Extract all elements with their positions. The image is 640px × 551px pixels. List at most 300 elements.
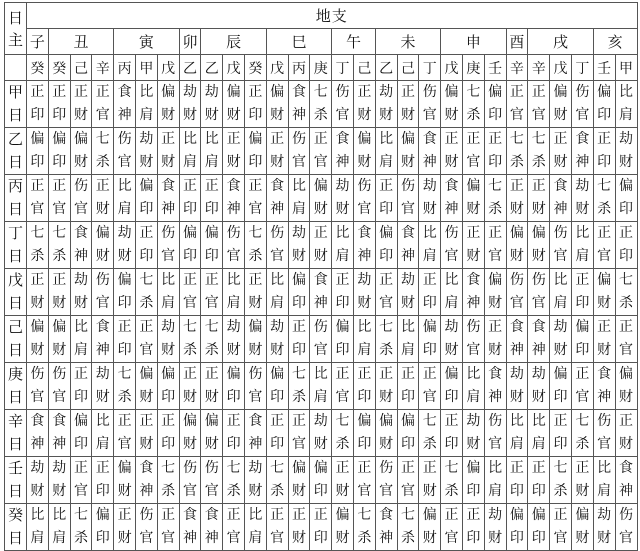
- ten-god-cell: [114, 81, 136, 128]
- ten-god-char: 财: [30, 342, 45, 358]
- ten-god-char: 官: [161, 248, 176, 264]
- ten-god-char: 食: [575, 131, 590, 147]
- day-char: 辛: [7, 412, 23, 430]
- ten-god-cell: [179, 128, 201, 175]
- ten-god-char: 七: [139, 272, 154, 288]
- ten-god-cell: [244, 222, 266, 269]
- ten-god-char: 正: [357, 460, 372, 476]
- ten-god-char: 肩: [444, 295, 459, 311]
- ten-god-char: 食: [335, 131, 350, 147]
- ten-god-char: 偏: [422, 319, 437, 335]
- ten-god-char: 正: [95, 460, 110, 476]
- hidden-stem-cell: 庚: [462, 55, 484, 81]
- ten-god-cell: [419, 128, 441, 175]
- ten-god-cell: [462, 363, 484, 410]
- ten-god-char: 伤: [575, 84, 590, 100]
- ten-god-char: 官: [117, 436, 132, 452]
- ten-god-cell: [135, 175, 157, 222]
- ten-god-char: 印: [139, 201, 154, 217]
- ten-god-cell: [114, 363, 136, 410]
- ten-god-char: 伤: [226, 225, 241, 241]
- ten-god-cell: [157, 81, 179, 128]
- ten-god-char: 偏: [509, 225, 524, 241]
- ten-god-char: 印: [575, 342, 590, 358]
- day-char: 庚: [7, 365, 23, 383]
- ten-god-char: 偏: [204, 413, 219, 429]
- ten-god-char: 肩: [204, 154, 219, 170]
- ten-god-char: 官: [357, 201, 372, 217]
- ten-god-cell: [266, 269, 288, 316]
- hidden-stem-cell: 丙: [114, 55, 136, 81]
- ten-god-char: 杀: [30, 248, 45, 264]
- ten-god-char: 财: [379, 389, 394, 405]
- table-row: [5, 175, 638, 222]
- ten-god-char: 官: [117, 154, 132, 170]
- ten-god-char: 偏: [400, 131, 415, 147]
- ten-god-cell: [332, 363, 354, 410]
- ten-god-cell: [332, 175, 354, 222]
- ten-god-char: 财: [291, 248, 306, 264]
- ten-god-char: 劫: [291, 225, 306, 241]
- ten-god-char: 财: [531, 248, 546, 264]
- ten-god-char: 偏: [466, 460, 481, 476]
- ten-god-char: 正: [335, 460, 350, 476]
- ten-god-char: 劫: [73, 272, 88, 288]
- ten-god-cell: [27, 457, 49, 504]
- ten-god-cell: [70, 222, 92, 269]
- ten-god-char: 七: [488, 178, 503, 194]
- ten-god-cell: [157, 175, 179, 222]
- ten-god-char: 财: [270, 107, 285, 123]
- ten-god-cell: [201, 363, 223, 410]
- ten-god-char: 正: [335, 272, 350, 288]
- ten-god-char: 印: [619, 201, 634, 217]
- ten-god-cell: [353, 269, 375, 316]
- ten-god-cell: [419, 410, 441, 457]
- ten-god-cell: [288, 81, 310, 128]
- ten-god-cell: [201, 81, 223, 128]
- ten-god-char: 偏: [73, 413, 88, 429]
- ten-god-cell: [70, 316, 92, 363]
- ten-god-char: 官: [509, 107, 524, 123]
- corner-char: 主: [7, 30, 23, 49]
- ten-god-char: 财: [52, 295, 67, 311]
- ten-god-cell: [114, 222, 136, 269]
- table-row: [5, 128, 638, 175]
- ten-god-cell: [179, 81, 201, 128]
- ten-god-char: 食: [95, 319, 110, 335]
- ten-god-cell: [223, 81, 245, 128]
- ten-god-char: 伤: [95, 272, 110, 288]
- ten-god-char: 印: [52, 154, 67, 170]
- ten-god-char: 印: [531, 530, 546, 546]
- ten-god-cell: [92, 316, 114, 363]
- ten-god-char: 官: [357, 483, 372, 499]
- ten-god-cell: [332, 269, 354, 316]
- ten-god-cell: [441, 363, 463, 410]
- ten-god-char: 偏: [444, 84, 459, 100]
- ten-god-char: 食: [488, 366, 503, 382]
- ten-god-char: 劫: [553, 319, 568, 335]
- ten-god-cell: [615, 81, 637, 128]
- ten-god-char: 偏: [226, 366, 241, 382]
- ten-god-char: 财: [95, 201, 110, 217]
- ten-god-char: 财: [182, 436, 197, 452]
- ten-god-char: 偏: [139, 178, 154, 194]
- ten-god-char: 偏: [597, 272, 612, 288]
- day-master-cell: [5, 128, 27, 175]
- ten-god-char: 比: [291, 178, 306, 194]
- ten-god-char: 正: [400, 366, 415, 382]
- day-char: 日: [7, 341, 23, 359]
- ten-god-char: 劫: [139, 131, 154, 147]
- ten-god-char: 正: [313, 131, 328, 147]
- ten-god-char: 比: [73, 319, 88, 335]
- ten-god-char: 杀: [553, 483, 568, 499]
- ten-god-char: 官: [509, 295, 524, 311]
- ten-god-char: 杀: [379, 342, 394, 358]
- ten-god-char: 印: [597, 107, 612, 123]
- ten-god-cell: [27, 316, 49, 363]
- table-row: [5, 363, 638, 410]
- ten-god-char: 七: [161, 460, 176, 476]
- branch-header: 辰: [201, 29, 266, 55]
- ten-god-cell: [135, 504, 157, 551]
- ten-god-cell: [419, 363, 441, 410]
- ten-god-cell: [353, 222, 375, 269]
- ten-god-char: 杀: [139, 295, 154, 311]
- ten-god-cell: [266, 410, 288, 457]
- ten-god-cell: [484, 128, 506, 175]
- ten-god-cell: [506, 81, 528, 128]
- ten-god-char: 肩: [226, 295, 241, 311]
- ten-god-char: 杀: [444, 483, 459, 499]
- ten-god-cell: [528, 457, 550, 504]
- ten-god-char: 食: [357, 225, 372, 241]
- ten-god-char: 财: [575, 201, 590, 217]
- ten-god-cell: [223, 316, 245, 363]
- ten-god-cell: [441, 81, 463, 128]
- ten-god-char: 正: [52, 178, 67, 194]
- ten-god-cell: [27, 504, 49, 551]
- ten-god-char: 财: [597, 530, 612, 546]
- ten-god-char: 印: [291, 342, 306, 358]
- ten-god-cell: [353, 128, 375, 175]
- ten-god-char: 神: [466, 295, 481, 311]
- ten-god-cell: [135, 269, 157, 316]
- ten-god-cell: [593, 175, 615, 222]
- ten-god-char: 官: [248, 201, 263, 217]
- ten-god-char: 正: [422, 366, 437, 382]
- ten-god-cell: [179, 269, 201, 316]
- ten-god-cell: [48, 316, 70, 363]
- ten-god-char: 食: [597, 366, 612, 382]
- ten-god-char: 偏: [161, 84, 176, 100]
- ten-god-char: 正: [248, 178, 263, 194]
- table-row: [5, 504, 638, 551]
- ten-god-char: 正: [270, 131, 285, 147]
- ten-god-cell: [157, 128, 179, 175]
- ten-god-char: 官: [204, 483, 219, 499]
- ten-god-char: 官: [575, 107, 590, 123]
- ten-god-cell: [441, 175, 463, 222]
- ten-god-char: 官: [379, 483, 394, 499]
- ten-god-char: 比: [444, 272, 459, 288]
- ten-god-char: 正: [182, 272, 197, 288]
- ten-god-char: 官: [400, 201, 415, 217]
- ten-god-cell: [375, 128, 397, 175]
- ten-god-char: 食: [553, 178, 568, 194]
- ten-god-cell: [310, 504, 332, 551]
- ten-god-char: 正: [488, 319, 503, 335]
- ten-god-cell: [114, 175, 136, 222]
- ten-god-char: 财: [619, 436, 634, 452]
- ten-god-char: 印: [488, 107, 503, 123]
- ten-god-cell: [332, 410, 354, 457]
- ten-god-char: 偏: [30, 319, 45, 335]
- ten-god-char: 官: [291, 436, 306, 452]
- ten-god-cell: [244, 269, 266, 316]
- ten-god-cell: [266, 128, 288, 175]
- ten-god-char: 杀: [335, 436, 350, 452]
- ten-god-char: 正: [226, 413, 241, 429]
- ten-god-char: 财: [117, 248, 132, 264]
- ten-god-char: 正: [248, 272, 263, 288]
- ten-god-cell: [157, 222, 179, 269]
- day-master-cell: [5, 222, 27, 269]
- ten-god-char: 正: [379, 272, 394, 288]
- ten-god-char: 肩: [488, 483, 503, 499]
- ten-god-char: 财: [335, 530, 350, 546]
- ten-god-char: 伤: [204, 460, 219, 476]
- ten-god-char: 劫: [52, 460, 67, 476]
- hidden-stem-cell: 乙: [375, 55, 397, 81]
- ten-god-char: 偏: [52, 319, 67, 335]
- branch-header: 酉: [506, 29, 528, 55]
- ten-god-char: 偏: [313, 178, 328, 194]
- ten-god-char: 劫: [466, 413, 481, 429]
- ten-god-cell: [48, 410, 70, 457]
- corner-char: 日: [7, 8, 23, 27]
- day-char: 日: [7, 529, 23, 547]
- ten-god-char: 伤: [422, 84, 437, 100]
- ten-god-char: 印: [357, 389, 372, 405]
- ten-god-cell: [593, 222, 615, 269]
- day-char: 戊: [7, 271, 23, 289]
- ten-god-char: 比: [553, 272, 568, 288]
- ten-god-char: 财: [182, 389, 197, 405]
- ten-god-char: 财: [444, 342, 459, 358]
- ten-god-char: 财: [204, 389, 219, 405]
- ten-god-char: 正: [575, 272, 590, 288]
- ten-god-char: 七: [226, 460, 241, 476]
- ten-god-cell: [397, 457, 419, 504]
- ten-god-cell: [266, 504, 288, 551]
- ten-god-cell: [615, 457, 637, 504]
- ten-god-cell: [375, 81, 397, 128]
- ten-god-char: 正: [357, 84, 372, 100]
- ten-god-cell: [266, 363, 288, 410]
- ten-god-char: 印: [204, 201, 219, 217]
- ten-god-cell: [593, 457, 615, 504]
- ten-god-char: 杀: [509, 154, 524, 170]
- ten-god-char: 七: [531, 131, 546, 147]
- ten-god-cell: [615, 128, 637, 175]
- ten-god-char: 伤: [597, 413, 612, 429]
- ten-god-cell: [114, 316, 136, 363]
- ten-god-char: 印: [204, 248, 219, 264]
- ten-god-char: 食: [509, 319, 524, 335]
- ten-god-cell: [244, 363, 266, 410]
- ten-god-char: 偏: [575, 507, 590, 523]
- ten-god-char: 神: [400, 248, 415, 264]
- ten-god-char: 肩: [30, 530, 45, 546]
- ten-god-char: 伤: [291, 131, 306, 147]
- ten-god-char: 七: [182, 319, 197, 335]
- ten-god-char: 七: [204, 319, 219, 335]
- ten-god-char: 肩: [139, 107, 154, 123]
- ten-god-cell: [528, 316, 550, 363]
- ten-god-char: 杀: [248, 248, 263, 264]
- ten-god-char: 正: [291, 507, 306, 523]
- ten-god-cell: [27, 269, 49, 316]
- ten-god-char: 官: [270, 248, 285, 264]
- ten-god-char: 偏: [619, 178, 634, 194]
- ten-god-cell: [92, 81, 114, 128]
- ten-god-char: 财: [73, 295, 88, 311]
- ten-god-char: 官: [161, 530, 176, 546]
- ten-god-char: 肩: [117, 201, 132, 217]
- ten-god-char: 杀: [95, 154, 110, 170]
- ten-god-char: 杀: [531, 154, 546, 170]
- ten-god-char: 财: [30, 295, 45, 311]
- ten-god-char: 财: [553, 154, 568, 170]
- ten-god-cell: [135, 128, 157, 175]
- ten-god-cell: [593, 410, 615, 457]
- ten-god-char: 杀: [226, 483, 241, 499]
- ten-god-cell: [615, 222, 637, 269]
- ten-god-char: 财: [531, 389, 546, 405]
- ten-god-cell: [70, 128, 92, 175]
- ten-god-cell: [310, 81, 332, 128]
- ten-god-char: 印: [182, 201, 197, 217]
- ten-god-char: 伤: [466, 319, 481, 335]
- ten-god-char: 劫: [357, 272, 372, 288]
- branch-header: 卯: [179, 29, 201, 55]
- ten-god-char: 财: [400, 107, 415, 123]
- ten-god-char: 正: [270, 413, 285, 429]
- ten-god-char: 正: [161, 507, 176, 523]
- ten-god-char: 比: [139, 84, 154, 100]
- ten-god-cell: [27, 81, 49, 128]
- ten-god-char: 食: [248, 413, 263, 429]
- ten-god-cell: [375, 457, 397, 504]
- ten-god-cell: [593, 504, 615, 551]
- day-master-cell: [5, 81, 27, 128]
- ten-god-cell: [266, 81, 288, 128]
- ten-god-char: 杀: [117, 389, 132, 405]
- ten-god-cell: [571, 175, 593, 222]
- ten-god-char: 印: [466, 483, 481, 499]
- ten-god-char: 杀: [73, 530, 88, 546]
- ten-god-char: 偏: [226, 84, 241, 100]
- ten-god-char: 劫: [335, 178, 350, 194]
- ten-god-char: 劫: [226, 319, 241, 335]
- ten-god-char: 伤: [117, 131, 132, 147]
- ten-god-char: 正: [117, 507, 132, 523]
- ten-god-char: 财: [444, 107, 459, 123]
- ten-god-char: 正: [400, 460, 415, 476]
- ten-god-char: 印: [335, 295, 350, 311]
- ten-god-cell: [27, 222, 49, 269]
- ten-god-char: 正: [422, 460, 437, 476]
- ten-god-cell: [223, 222, 245, 269]
- ten-god-cell: [375, 222, 397, 269]
- ten-god-cell: [48, 81, 70, 128]
- ten-god-cell: [550, 410, 572, 457]
- ten-god-cell: [353, 175, 375, 222]
- ten-god-char: 财: [182, 107, 197, 123]
- ten-god-char: 杀: [313, 107, 328, 123]
- ten-god-cell: [462, 269, 484, 316]
- ten-god-char: 正: [161, 131, 176, 147]
- ten-god-cell: [528, 504, 550, 551]
- ten-god-char: 偏: [73, 131, 88, 147]
- ten-god-cell: [462, 504, 484, 551]
- hidden-stem-cell: 己: [70, 55, 92, 81]
- ten-god-char: 印: [270, 436, 285, 452]
- day-char: 甲: [7, 83, 23, 101]
- ten-god-char: 神: [531, 342, 546, 358]
- ten-god-char: 印: [182, 248, 197, 264]
- ten-god-char: 正: [553, 507, 568, 523]
- ten-god-char: 神: [379, 530, 394, 546]
- ten-god-char: 偏: [52, 131, 67, 147]
- ten-god-char: 官: [139, 342, 154, 358]
- ten-god-char: 神: [248, 436, 263, 452]
- ten-god-cell: [419, 457, 441, 504]
- hidden-stem-cell: 庚: [310, 55, 332, 81]
- ten-god-char: 肩: [182, 154, 197, 170]
- ten-god-char: 比: [204, 131, 219, 147]
- hidden-stem-cell: 乙: [179, 55, 201, 81]
- ten-god-char: 印: [379, 248, 394, 264]
- ten-god-cell: [441, 504, 463, 551]
- ten-god-char: 杀: [619, 295, 634, 311]
- ten-god-cell: [484, 222, 506, 269]
- ten-god-char: 食: [182, 507, 197, 523]
- ten-god-cell: [615, 316, 637, 363]
- ten-god-cell: [375, 269, 397, 316]
- ten-god-cell: [92, 504, 114, 551]
- ten-god-char: 印: [400, 389, 415, 405]
- ten-god-char: 正: [553, 413, 568, 429]
- ten-god-char: 正: [444, 413, 459, 429]
- ten-god-char: 偏: [95, 225, 110, 241]
- ten-god-cell: [441, 410, 463, 457]
- ten-god-char: 正: [509, 460, 524, 476]
- ten-god-char: 肩: [291, 201, 306, 217]
- ten-god-char: 劫: [400, 272, 415, 288]
- ten-god-cell: [201, 175, 223, 222]
- ten-god-char: 偏: [509, 507, 524, 523]
- branch-header: 申: [441, 29, 506, 55]
- ten-god-char: 比: [488, 460, 503, 476]
- ten-god-char: 比: [52, 507, 67, 523]
- branch-header: 未: [375, 29, 440, 55]
- ten-god-cell: [550, 222, 572, 269]
- ten-god-char: 伤: [30, 366, 45, 382]
